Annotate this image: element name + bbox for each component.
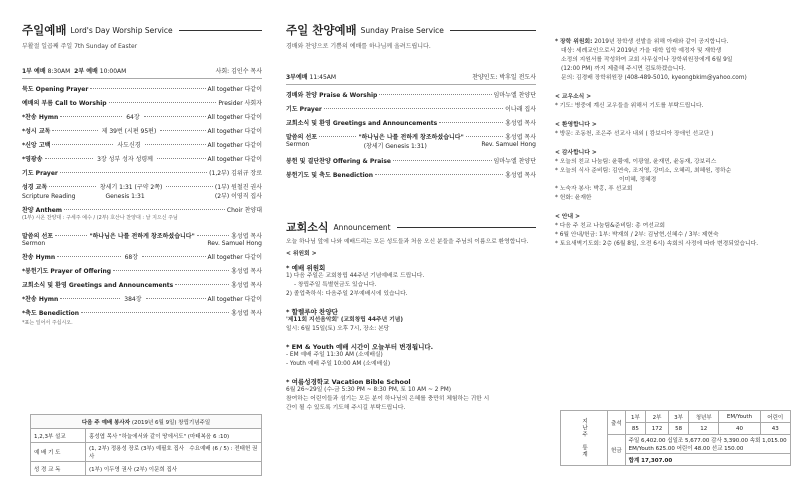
table-row: 합계 17,307.00	[561, 454, 791, 466]
next-week-servants-table: 다음 주 예배 봉사자 (2019년 6월 9일) 창립기념주일 1,2,3부 설교 홍성엽 목사 "하늘에서와 같이 땅에서도" (마태복음 6 :10) 예 배 기 도 (1, 2부) 정용성 장로 (3부) 예필호 집사 수요예배 (6 / 5) : 전태헌 권사 성 경 교 독 (1부) 이두영 권사 (2부) 이문희 집사	[30, 414, 262, 476]
announcement-title: 교회소식 Announcement	[286, 219, 536, 235]
table-row: 성 경 교 독 (1부) 이두영 권사 (2부) 이문희 집사	[31, 462, 262, 476]
order-item: 경배와 찬양 Praise & Worship 임마누엘 찬양단	[286, 92, 536, 99]
scholarship-notice: * 장학 위원회: 2019년 장학생 선발을 위해 아래와 같이 공지합니다.	[555, 39, 729, 45]
order-item: *봉헌기도 Prayer of Offering 홍성엽 목사	[22, 268, 262, 275]
order-item: 교회소식 및 환영 Greetings and Announcements 홍성엽 목사	[286, 120, 536, 127]
worship-order-list	[22, 84, 262, 177]
order-item: *축도 Benediction 홍성엽 목사	[22, 310, 262, 317]
worship-closing-list	[22, 252, 262, 317]
scripture-row: 성경 교독 창세기 1:31 (구약 2쪽) (1부) 원철진 권사	[22, 184, 263, 191]
order-item: 예배의 부름 Call to Worship Presider 사회자	[22, 100, 262, 107]
praise-title: 주일 찬양예배 Sunday Praise Service	[286, 22, 536, 38]
table-row: 예 배 기 도 (1, 2부) 정용성 장로 (3부) 예필호 집사 수요예배 (6 / 5) : 전태헌 권사	[31, 443, 262, 462]
praise-column: 주일 찬양예배 Sunday Praise Service 경배와 찬양으로 기쁨의 예배를 하나님께 올려드립니다. 3부예배 11:45AM 찬양인도: 박후일 전도사 경배와 찬양 Praise & Worship 임마누엘 찬양단 기도 Prayer 이나래 집사 교회소식 및 환영 Greetings and Announcements 홍성엽 목사 말씀의 선포 "하나님은 나를 전하게 창조하셨습니다" 홍성엽 목사 Sermon (창세기 Genesis 1:31) Rev. Samuel Hong 봉헌 및 결단찬양 Offering & Praise 임마누엘 찬양단 봉헌기도 및 축도 Benediction 홍성엽 목사 교회소식 Announcement 오늘 하나님 앞에 나와 예배드리는 모든 성도들과 처음 오신 분들을 주님의 이름으로 환영합니다. < 위원회 > * 예배 위원회 1) 다음 주일은 교회창립 44주년 기념예배로 드립니다. - 창립주일 특별헌금도 있습니다. 2) 졸업축하식: 다음주일 2부예배시에 있습니다. * 할렐루야 찬양단 '제11회 지선음악회' (교회창립 44주년 기념) 일시: 6월 15일(토) 오후 7시, 장소: 본당 * EM & Youth 예배 시간이 오늘부터 변경됩니다. - EM 예배 주일 11:30 AM (소예배실) - Youth 예배 주일 10:00 AM (소예배실) * 여름성경학교 Vacation Bible School 6월 26~29일 (수-금 5:30 PM ~ 8:30 PM, 토 10 AM ~ 2 PM) 참여하는 어린이들과 섬기는 모든 분이 하나님의 은혜를 충만히 체험하는 귀한 시 간이 될 수 있도록 기도해 주시길 부탁드립니다.	[286, 23, 537, 411]
praise-sermon-row: 말씀의 선포 "하나님은 나를 전하게 창조하셨습니다" 홍성엽 목사	[286, 134, 537, 141]
announcement-intro: 오늘 하나님 앞에 나와 예배드리는 모든 성도들과 처음 오신 분들을 주님의 이름으로 환영합니다.	[286, 239, 529, 245]
order-item: *성시 교독 제 39번 (시편 95편) All together 다같이	[22, 128, 262, 135]
title-rule	[179, 29, 262, 31]
order-item: *신앙 고백 사도신경 All together 다같이	[22, 142, 262, 149]
anthem-row: 찬양 Anthem Choir 찬양대	[22, 207, 262, 214]
worship-times: 1부 예배 8:30AM 2부 예배 10:00AM 사회: 김인수 목사	[22, 68, 262, 75]
sermon-en-row: Sermon Rev. Samuel Hong	[22, 240, 262, 247]
worship-column	[22, 0, 262, 326]
worship-title: 주일예배 Lord's Day Worship Service	[22, 22, 262, 38]
order-item: 기도 Prayer 이나래 집사	[286, 106, 536, 113]
praise-time: 3부예배 11:45AM 찬양인도: 박후일 전도사	[286, 74, 536, 81]
praise-subtitle: 경배와 찬양으로 기쁨의 예배를 하나님께 올려드립니다.	[286, 43, 431, 50]
table-row: 85 172 58 12 40 43	[561, 423, 791, 435]
order-item: 봉헌 및 결단찬양 Offering & Praise 임마누엘 찬양단	[286, 158, 536, 165]
order-item: 교회소식 및 환영 Greetings and Announcements 홍성엽 목사	[22, 282, 262, 289]
order-item: *찬송 Hymn 384장 All together 다같이	[22, 296, 263, 303]
notices-column: * 장학 위원회: 2019년 장학생 선발을 위해 아래와 같이 공지합니다. 대상: 세례교인으로서 2019년 가을 대학 입학 예정자 및 재학생 소정의 지원서를 작성하여 교회 사무실이나 장학위원장에게 6월 9일 (12:00 PM) 까지 제출해 주시면 검토하겠습니다. 문의: 김경배 장학위원장 (408-489-5010, kyeongbkim@yahoo.com) < 교우소식 > * 기도: 병중에 계신 교우들을 위해서 기도를 부탁드립니다. < 환영합니다 > * 방문: 조동천, 조은주 선교사 내외 ( 캄보디아 장애인 선교단 ) < 감사합니다 > * 오늘의 친교 나눔팀: 윤황예, 이광열, 윤재민, 윤동재, 강보리스 * 오늘의 식사 준비팀: 김연숙, 조지영, 강미소, 오혜리, 최혜원, 정하순 이미혜, 정혜경 * 노숙자 봉사: 박홍, 푸 선교회 * 헌화: 윤재한 < 안내 > * 다음 주 친교 나눔팀&준비팀: 총 여선교회 * 6월 안내/헌금: 1부: 박재희 / 2부: 김남현,신혜수 / 3부: 제현숙 * 토요새벽기도회: 2층 (6월 8일, 오전 6시) 속회의 사정에 따라 변경되었습니다.	[555, 38, 785, 249]
praise-order-list	[286, 90, 536, 127]
anthem-note: (1부) 시온 찬양대 : 구세주 예수 / (2부) 호산나 찬양대 : 날 지으신 주님	[22, 215, 178, 221]
table-row: 헌금 주일 6,402.00 십일조 5,677.00 감사 3,390.00 속회 1,015.00 EM/Youth 625.00 어린이 48.00 선교 150.00	[561, 435, 791, 454]
praise-sermon-en-row: Sermon (창세기 Genesis 1:31) Rev. Samuel Hong	[286, 141, 536, 150]
scripture-en-row: Scripture Reading Genesis 1:31 (2부) 이영직 집사	[22, 193, 262, 200]
order-item: 기도 Prayer (1,2부) 김위규 장로	[22, 170, 262, 177]
sermon-row: 말씀의 선포 "하나님은 나를 전하게 창조하셨습니다" 홍성엽 목사	[22, 233, 263, 240]
weekly-stats-table: 지난주 통계 출석 1부 2부 3부 청년부 EM/Youth 어린이 85 172 58 12 40 43 헌금 주일 6,402.00 십일조 5,677.00 감사 3,390.00 속회 1,015.00 EM/Youth 625.00 어린이 48.00 선교 150.00 합계 17,307.00	[560, 410, 791, 466]
order-item: 묵도 Opening Prayer All together 다같이	[22, 86, 262, 93]
table-row: 1,2,3부 설교 홍성엽 목사 "하늘에서와 같이 땅에서도" (마태복음 6 :10)	[31, 429, 262, 443]
order-item: *찬송 Hymn 64장 All together 다같이	[22, 114, 263, 121]
standing-footnote: *표는 일어서 주십시오.	[22, 320, 73, 326]
order-item: *영광송 3장 성부 성자 성령께 All together 다같이	[22, 156, 262, 163]
worship-subtitle: 부활절 일곱째 주일 7th Sunday of Easter	[22, 43, 138, 50]
order-item: 봉헌기도 및 축도 Benediction 홍성엽 목사	[286, 172, 536, 179]
praise-closing-list	[286, 156, 536, 179]
order-item: 찬송 Hymn 68장 All together 다같이	[22, 254, 262, 261]
